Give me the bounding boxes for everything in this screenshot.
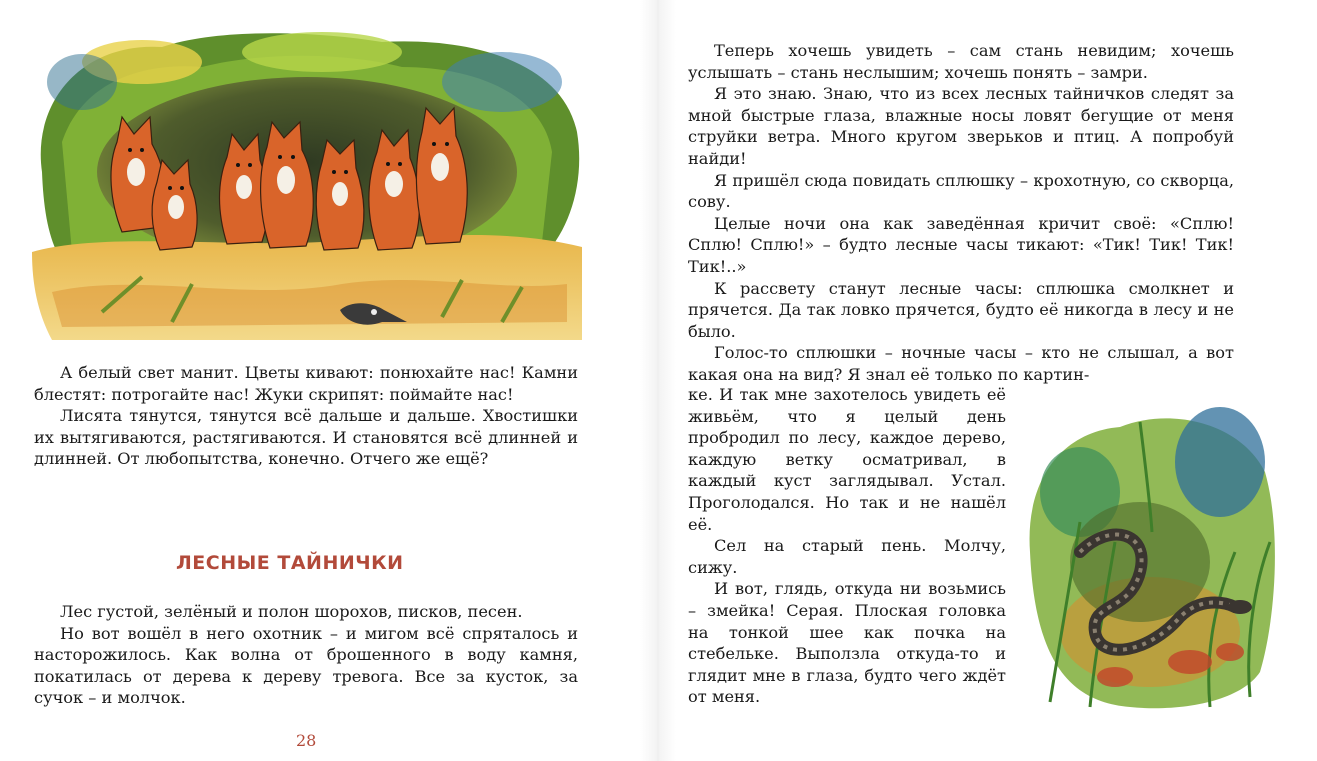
paragraph: Целые ночи она как заведённая кричит своё: «Сплю! Сплю! Сплю!» – будто лесные часы тикают: «Тик! Тик! Тик! Тик!..» (688, 213, 1234, 276)
left-section-text (34, 601, 578, 709)
page-number: 28 (296, 731, 317, 750)
paragraph: Лес густой, зелёный и полон шорохов, писков, песен. (60, 602, 523, 621)
paragraph: Но вот вошёл в него охотник – и мигом всё спряталось и насторожилось. Как волна от брошенного в воду камня, покатилась от дерева к дереву тревога. Все за кусток, за сучок – и молчок. (34, 623, 578, 708)
paragraph: Голос-то сплюшки – ночные часы – кто не слышал, а вот какая она на вид? Я знал её только по картин- (688, 343, 1234, 384)
paragraph: Лисята тянутся, тянутся всё дальше и дальше. Хвостишки их вытягиваются, растягиваются. И становятся всё длинней и длинней. От любопытства, конечно. Отчего же ещё? (34, 406, 578, 469)
paragraph: А белый свет манит. Цветы кивают: понюхайте нас! Камни блестят: потрогайте нас! Жуки скрипят: поймайте нас! (34, 363, 578, 404)
section-heading: ЛЕСНЫЕ ТАЙНИЧКИ (176, 552, 404, 574)
right-top-text (688, 40, 1234, 386)
paragraph: И вот, глядь, откуда ни возьмись – змейка! Серая. Плоская головка на тонкой шее как почка на стебельке. Выползла откуда-то и глядит мне в глаза, будто чего ждёт от меня. (688, 579, 1006, 707)
paragraph: Сел на старый пень. Молчу, сижу. (688, 536, 1006, 577)
paragraph: Я это знаю. Знаю, что из всех лесных тайничков следят за мной быстрые глаза, влажные носы ловят бегущие от меня струйки ветра. Много кругом зверьков и птиц. А попробуй найди! (688, 84, 1234, 168)
left-intro-text (34, 362, 578, 470)
paragraph: К рассвету станут лесные часы: сплюшка смолкнет и прячется. Да так ловко прячется, будто её никогда в лесу и не было. (688, 278, 1234, 341)
snake-in-grass-illustration (1020, 402, 1282, 714)
paragraph: Теперь хочешь увидеть – сам стань невидим; хочешь услышать – стань неслышим; хочешь понять – замри. (688, 41, 1234, 82)
right-wrap-text (688, 384, 1006, 708)
paragraph: ке. И так мне захотелось увидеть её живьём, что я целый день пробродил по лесу, каждое дерево, каждую ветку осматривал, в каждый куст заглядывал. Устал. Проголодался. Но так и не нашёл её. (688, 385, 1006, 534)
left-page (0, 0, 658, 761)
paragraph: Я пришёл сюда повидать сплюшку – крохотную, со скворца, сову. (688, 170, 1234, 212)
right-page (658, 0, 1317, 761)
fox-cubs-illustration (22, 22, 587, 340)
